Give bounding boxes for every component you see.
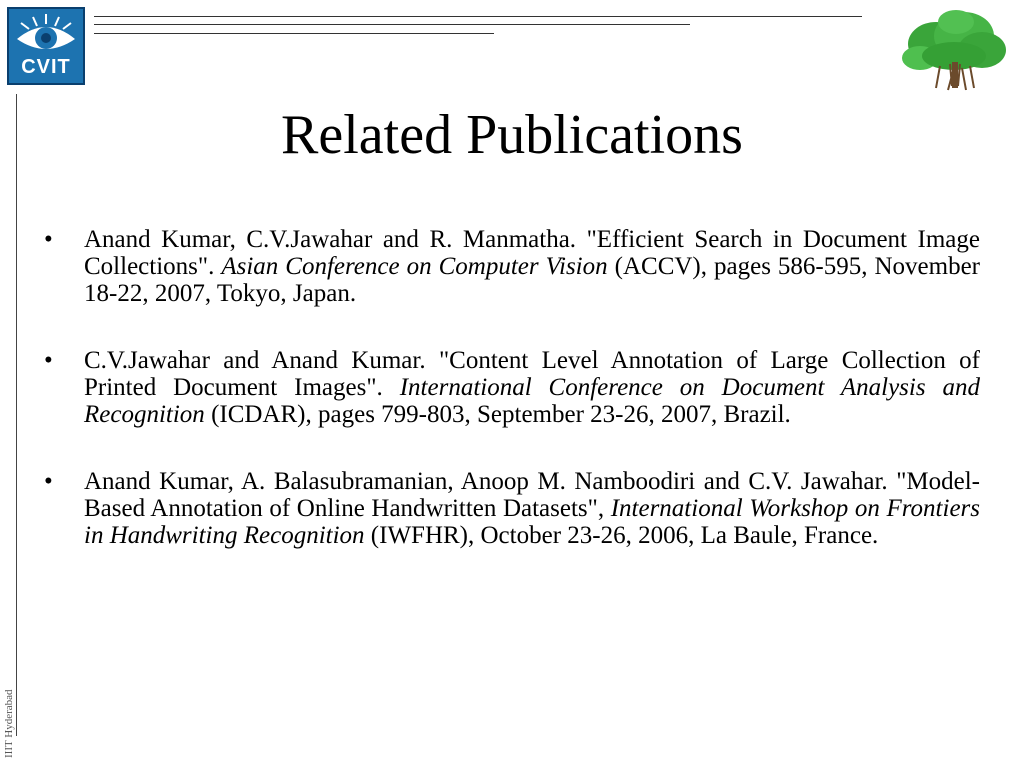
footer-institution: IIIT Hyderabad (3, 689, 15, 758)
header-rule-2 (94, 24, 690, 25)
bullet-icon: • (44, 226, 53, 253)
authors: Anand Kumar, C.V.Jawahar and R. Manmatha. (84, 226, 577, 253)
details: (ICDAR), pages 799-803, September 23-26, 2007, Brazil. (211, 401, 791, 428)
details: (ACCV), pages 586-595, November 18-22, 2007, Tokyo, Japan. (84, 253, 981, 307)
venue: Asian Conference on Computer Vision (221, 253, 608, 280)
side-rule (16, 94, 17, 736)
page-title: Related Publications (281, 104, 743, 166)
authors: Anand Kumar, A. Balasubramanian, Anoop M. Namboodiri and C.V. Jawahar. (84, 468, 888, 495)
venue: International Conference on Document Analysis and Recognition (84, 374, 980, 428)
paper-title: "Model-Based Annotation of Online Handwritten Datasets", (84, 468, 980, 522)
paper-title: "Content Level Annotation of Large Collection of Printed Document Images". (84, 347, 981, 401)
publication-list (44, 226, 980, 549)
publication-item (44, 347, 980, 428)
cvit-logo (7, 7, 85, 85)
venue: International Workshop on Frontiers in Handwriting Recognition (84, 495, 980, 549)
details: (IWFHR), October 23-26, 2006, La Baule, France. (370, 522, 879, 549)
bullet-icon: • (44, 347, 53, 374)
header-rule-1 (94, 16, 862, 17)
publication-item (44, 468, 980, 549)
paper-title: "Efficient Search in Document Image Collections". (84, 226, 980, 280)
authors: C.V.Jawahar and Anand Kumar. (84, 347, 426, 374)
bullet-icon: • (44, 468, 53, 495)
header-rule-3 (94, 33, 494, 34)
logo-text: CVIT (21, 56, 71, 78)
publication-item (44, 226, 980, 307)
tree-logo-icon (896, 6, 1016, 94)
